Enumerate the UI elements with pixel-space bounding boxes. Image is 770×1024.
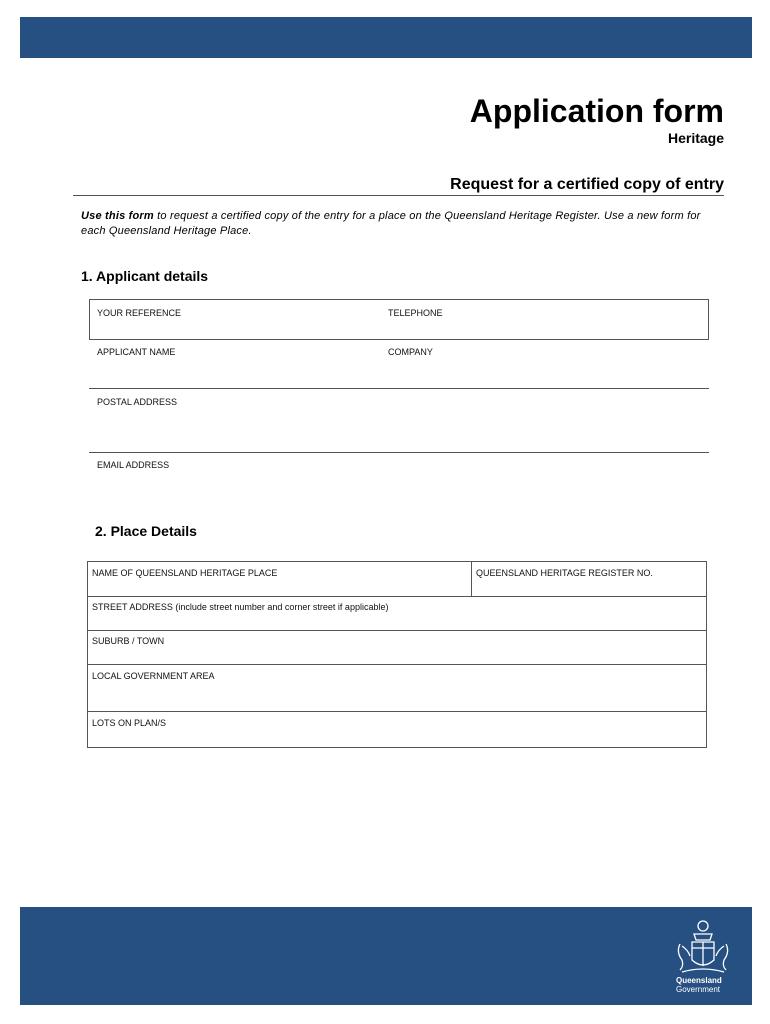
field-email-address[interactable]: EMAIL ADDRESS xyxy=(97,460,170,470)
section-applicant-title: 1. Applicant details xyxy=(81,268,209,284)
field-register-no[interactable]: QUEENSLAND HERITAGE REGISTER NO. xyxy=(476,568,653,578)
field-place-name[interactable]: NAME OF QUEENSLAND HERITAGE PLACE xyxy=(92,568,278,578)
form-heading: Request for a certified copy of entry xyxy=(450,176,724,193)
field-divider xyxy=(89,452,709,453)
page-title: Application form xyxy=(469,93,724,129)
field-telephone[interactable]: TELEPHONE xyxy=(388,308,443,318)
intro-text: to request a certified copy of the entry for a place on the Queensland Heritage Register. Use a new form for each Queensland Heritage Place. xyxy=(81,210,701,237)
table-row-divider xyxy=(88,711,706,712)
field-local-government-area[interactable]: LOCAL GOVERNMENT AREA xyxy=(92,671,215,681)
bottom-banner xyxy=(20,907,752,1005)
field-company[interactable]: COMPANY xyxy=(388,347,433,357)
field-your-reference[interactable]: YOUR REFERENCE xyxy=(97,308,182,318)
field-applicant-name[interactable]: APPLICANT NAME xyxy=(97,347,176,357)
table-row-divider xyxy=(88,664,706,665)
intro-paragraph xyxy=(81,209,721,239)
field-suburb-town[interactable]: SUBURB / TOWN xyxy=(92,636,165,646)
table-row-divider xyxy=(88,596,706,597)
table-column-divider xyxy=(471,562,472,596)
logo-line1: Queensland xyxy=(676,976,722,985)
page-subtitle: Heritage xyxy=(667,130,724,146)
field-lots-on-plan[interactable]: LOTS ON PLAN/S xyxy=(92,718,167,728)
intro-lead: Use this form xyxy=(81,210,154,222)
field-postal-address[interactable]: POSTAL ADDRESS xyxy=(97,397,178,407)
logo-line2: Government xyxy=(676,985,721,994)
field-street-address[interactable]: STREET ADDRESS (include street number and corner street if applicable) xyxy=(92,602,389,612)
section-place-title: 2. Place Details xyxy=(95,523,197,539)
place-details-table xyxy=(87,561,707,748)
field-divider xyxy=(89,388,709,389)
top-banner xyxy=(20,17,752,58)
heading-divider xyxy=(73,195,724,196)
table-row-divider xyxy=(88,630,706,631)
reference-telephone-box xyxy=(89,299,709,340)
